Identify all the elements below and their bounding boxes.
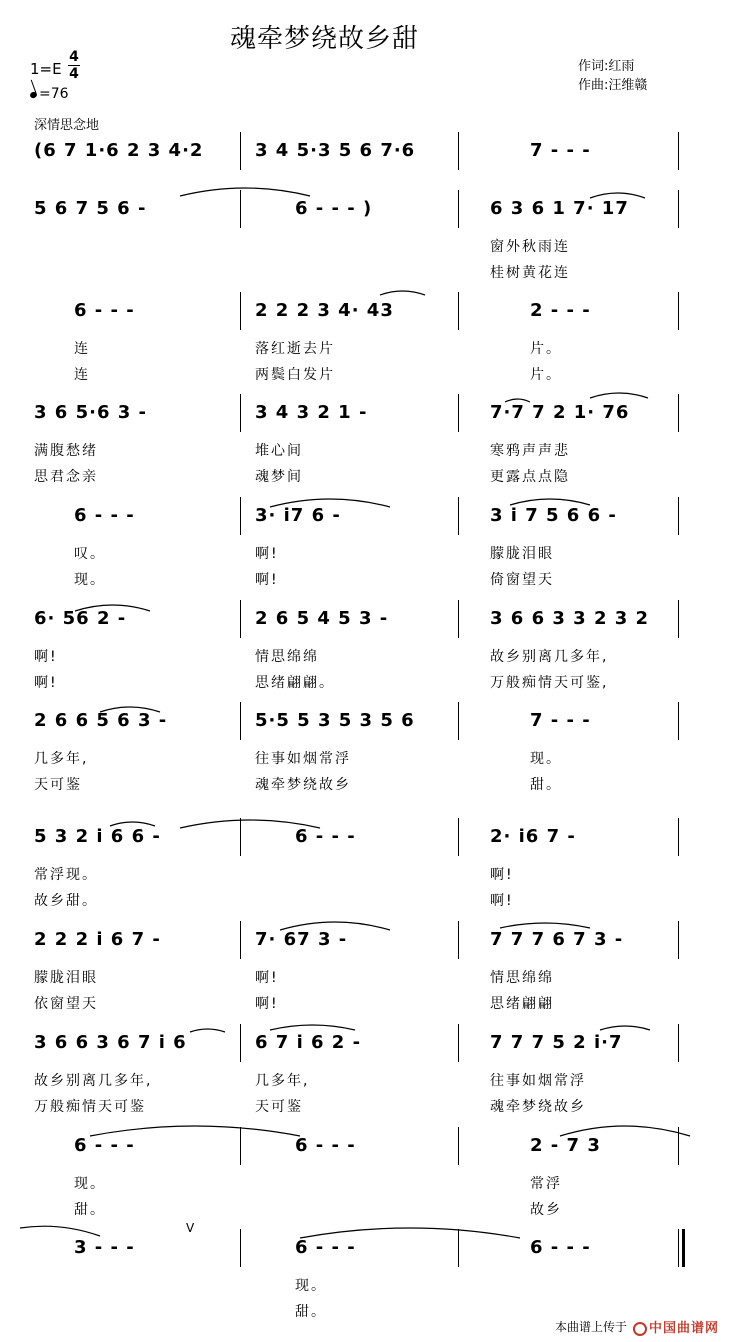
score-system — [30, 710, 700, 793]
quarter-note-icon — [29, 91, 38, 99]
measure-notes: 3 4 5·3 5 6 7·6 — [255, 140, 416, 161]
lyric-verse-2: 甜。 — [295, 1304, 327, 1320]
measure-notes: 2 2 2 i 6 7 - — [34, 929, 161, 950]
key-signature: 1=E — [30, 60, 62, 78]
lyric-verse-2: 啊! — [255, 572, 279, 588]
barline — [678, 818, 679, 856]
lyric-verse-1: 故乡别离几多年, — [490, 649, 609, 665]
slur — [180, 188, 310, 196]
score-system — [30, 1032, 700, 1115]
barline — [458, 1229, 459, 1267]
lyric-verse-1: 故乡别离几多年, — [34, 1073, 153, 1089]
barline — [458, 921, 459, 959]
barline — [458, 1024, 459, 1062]
barline — [678, 190, 679, 228]
lyric-verse-2: 魂牵梦绕故乡 — [255, 777, 351, 793]
measure-notes: 5 3 2 i 6 6 - — [34, 826, 161, 847]
lyric-verse-1: 几多年, — [255, 1073, 310, 1089]
lyric-verse-1: 连 — [74, 341, 90, 357]
barline — [458, 292, 459, 330]
barline — [678, 132, 679, 170]
lyric-verse-1: 情思绵绵 — [255, 649, 319, 665]
lyric-verse-2: 故乡 — [530, 1202, 562, 1218]
score-system — [30, 1237, 700, 1320]
barline — [678, 394, 679, 432]
barline — [678, 921, 679, 959]
measure-notes: 3 6 6 3 6 7 i 6 — [34, 1032, 187, 1053]
barline — [240, 702, 241, 740]
measure-notes: 7 7 7 6 7 3 - — [490, 929, 624, 950]
barline — [240, 132, 241, 170]
measure-notes: 7 - - - — [530, 140, 591, 161]
barline — [240, 497, 241, 535]
measure-notes: 5 6 7 5 6 - — [34, 198, 147, 219]
measure-notes: 7·7 7 2 1· 76 — [490, 402, 630, 423]
measure-notes: 3 6 6 3 3 2 3 2 — [490, 608, 650, 629]
final-barline — [682, 1229, 685, 1267]
lyric-verse-2: 故乡甜。 — [34, 893, 98, 909]
site-logo — [633, 1317, 719, 1336]
lyric-verse-1: 朦胧泪眼 — [34, 970, 98, 986]
measure-notes: 6 - - - — [74, 1135, 135, 1156]
lyricist-credit: 作词:红雨 — [578, 59, 635, 74]
measure-notes: 5·5 5 3 5 3 5 6 — [255, 710, 415, 731]
measure-notes: 6· 56 2 - — [34, 608, 127, 629]
measure-notes: 3· i7 6 - — [255, 505, 341, 526]
score-system — [30, 300, 700, 383]
barline — [240, 818, 241, 856]
measure-notes: 6 - - - — [530, 1237, 591, 1258]
lyric-verse-1: 窗外秋雨连 — [490, 239, 570, 255]
site-name: 中国曲谱网 — [648, 1321, 719, 1336]
measure-notes: 7 7 7 5 2 i·7 — [490, 1032, 623, 1053]
barline — [458, 600, 459, 638]
barline — [678, 1229, 679, 1267]
score-system — [30, 140, 700, 180]
score-system — [30, 198, 700, 281]
tempo-value: =76 — [39, 86, 69, 102]
lyric-verse-2: 万般痴情天可鉴 — [34, 1099, 146, 1115]
slur — [380, 291, 425, 295]
lyric-verse-2: 两鬓白发片 — [255, 367, 335, 383]
score-system — [30, 505, 700, 588]
lyric-verse-1: 叹。 — [74, 546, 106, 562]
credits — [578, 57, 647, 95]
lyric-verse-1: 寒鸦声声悲 — [490, 443, 570, 459]
lyric-verse-2: 魂牵梦绕故乡 — [490, 1099, 586, 1115]
measure-notes: 2 6 5 4 5 3 - — [255, 608, 389, 629]
barline — [678, 1127, 679, 1165]
measure-notes: 6 - - - — [295, 1237, 356, 1258]
score-system — [30, 1135, 700, 1218]
lyric-verse-1: 几多年, — [34, 751, 89, 767]
lyric-verse-2: 片。 — [530, 367, 562, 383]
song-title: 魂牵梦绕故乡甜 — [230, 24, 420, 54]
measure-notes: 6 3 6 1 7· 17 — [490, 198, 629, 219]
logo-icon — [633, 1322, 647, 1336]
measure-notes: 7· 67 3 - — [255, 929, 348, 950]
measure-notes: 6 - - - — [74, 505, 135, 526]
lyric-verse-2: 万般痴情天可鉴, — [490, 675, 609, 691]
lyric-verse-2: 思君念亲 — [34, 469, 98, 485]
lyric-verse-2: 现。 — [74, 572, 106, 588]
measure-notes: 2· i6 7 - — [490, 826, 576, 847]
time-signature — [66, 50, 82, 81]
lyric-verse-1: 往事如烟常浮 — [255, 751, 351, 767]
lyric-verse-1: 落红逝去片 — [255, 341, 335, 357]
barline — [678, 702, 679, 740]
upload-note: 本曲谱上传于 — [554, 1320, 627, 1334]
breath-mark: V — [186, 1221, 195, 1235]
barline — [458, 818, 459, 856]
measure-notes: 6 - - - ) — [295, 198, 373, 219]
lyric-verse-1: 啊! — [255, 970, 279, 986]
lyric-verse-2: 甜。 — [74, 1202, 106, 1218]
barline — [240, 600, 241, 638]
lyric-verse-2: 倚窗望天 — [490, 572, 554, 588]
measure-notes: 2 - 7 3 — [530, 1135, 601, 1156]
lyric-verse-2: 啊! — [34, 675, 58, 691]
lyric-verse-1: 片。 — [530, 341, 562, 357]
lyric-verse-1: 现。 — [74, 1176, 106, 1192]
footer — [555, 1317, 719, 1336]
lyric-verse-2: 啊! — [255, 996, 279, 1012]
barline — [678, 1024, 679, 1062]
lyric-verse-1: 常浮 — [530, 1176, 562, 1192]
lyric-verse-2: 桂树黄花连 — [490, 265, 570, 281]
barline — [240, 1229, 241, 1267]
measure-notes: (6 7 1·6 2 3 4·2 — [34, 140, 204, 161]
barline — [240, 292, 241, 330]
lyric-verse-1: 朦胧泪眼 — [490, 546, 554, 562]
lyric-verse-2: 依窗望天 — [34, 996, 98, 1012]
tempo-marking — [30, 86, 69, 102]
lyric-verse-2: 思绪翩翩。 — [255, 675, 335, 691]
measure-notes: 7 - - - — [530, 710, 591, 731]
barline — [240, 1127, 241, 1165]
barline — [458, 497, 459, 535]
lyric-verse-2: 甜。 — [530, 777, 562, 793]
score-system — [30, 929, 700, 1012]
score-system — [30, 608, 700, 691]
lyric-verse-1: 满腹愁绪 — [34, 443, 98, 459]
lyric-verse-2: 天可鉴 — [255, 1099, 303, 1115]
measure-notes: 2 2 2 3 4· 43 — [255, 300, 394, 321]
barline — [240, 394, 241, 432]
lyric-verse-1: 常浮现。 — [34, 867, 98, 883]
barline — [240, 921, 241, 959]
slur — [600, 1026, 650, 1030]
lyric-verse-1: 啊! — [34, 649, 58, 665]
barline — [458, 190, 459, 228]
barline — [678, 497, 679, 535]
measure-notes: 3 - - - — [74, 1237, 135, 1258]
lyric-verse-1: 往事如烟常浮 — [490, 1073, 586, 1089]
score-system — [30, 402, 700, 485]
measure-notes: 6 - - - — [295, 826, 356, 847]
barline — [240, 1024, 241, 1062]
time-signature-top: 4 — [69, 49, 79, 65]
expression-marking: 深情思念地 — [34, 118, 100, 133]
barline — [458, 1127, 459, 1165]
composer-credit: 作曲:汪维赣 — [578, 78, 648, 93]
lyric-verse-1: 现。 — [295, 1278, 327, 1294]
lyric-verse-1: 堆心间 — [255, 443, 303, 459]
barline — [678, 292, 679, 330]
time-signature-bottom: 4 — [69, 66, 79, 82]
measure-notes: 3 6 5·6 3 - — [34, 402, 147, 423]
lyric-verse-2: 更露点点隐 — [490, 469, 570, 485]
barline — [240, 190, 241, 228]
lyric-verse-1: 情思绵绵 — [490, 970, 554, 986]
barline — [458, 394, 459, 432]
measure-notes: 6 7 i 6 2 - — [255, 1032, 362, 1053]
lyric-verse-1: 现。 — [530, 751, 562, 767]
barline — [458, 702, 459, 740]
measure-notes: 6 - - - — [295, 1135, 356, 1156]
lyric-verse-2: 连 — [74, 367, 90, 383]
barline — [678, 600, 679, 638]
measure-notes: 2 - - - — [530, 300, 591, 321]
measure-notes: 3 4 3 2 1 - — [255, 402, 368, 423]
lyric-verse-2: 天可鉴 — [34, 777, 82, 793]
lyric-verse-2: 啊! — [490, 893, 514, 909]
lyric-verse-1: 啊! — [255, 546, 279, 562]
slur — [20, 1226, 100, 1236]
lyric-verse-2: 思绪翩翩 — [490, 996, 554, 1012]
slur — [500, 923, 590, 928]
barline — [458, 132, 459, 170]
slur — [590, 393, 648, 398]
measure-notes: 3 i 7 5 6 6 - — [490, 505, 617, 526]
lyric-verse-1: 啊! — [490, 867, 514, 883]
measure-notes: 6 - - - — [74, 300, 135, 321]
measure-notes: 2 6 6 5 6 3 - — [34, 710, 168, 731]
score-system — [30, 826, 700, 909]
slur — [270, 1025, 355, 1030]
lyric-verse-2: 魂梦间 — [255, 469, 303, 485]
